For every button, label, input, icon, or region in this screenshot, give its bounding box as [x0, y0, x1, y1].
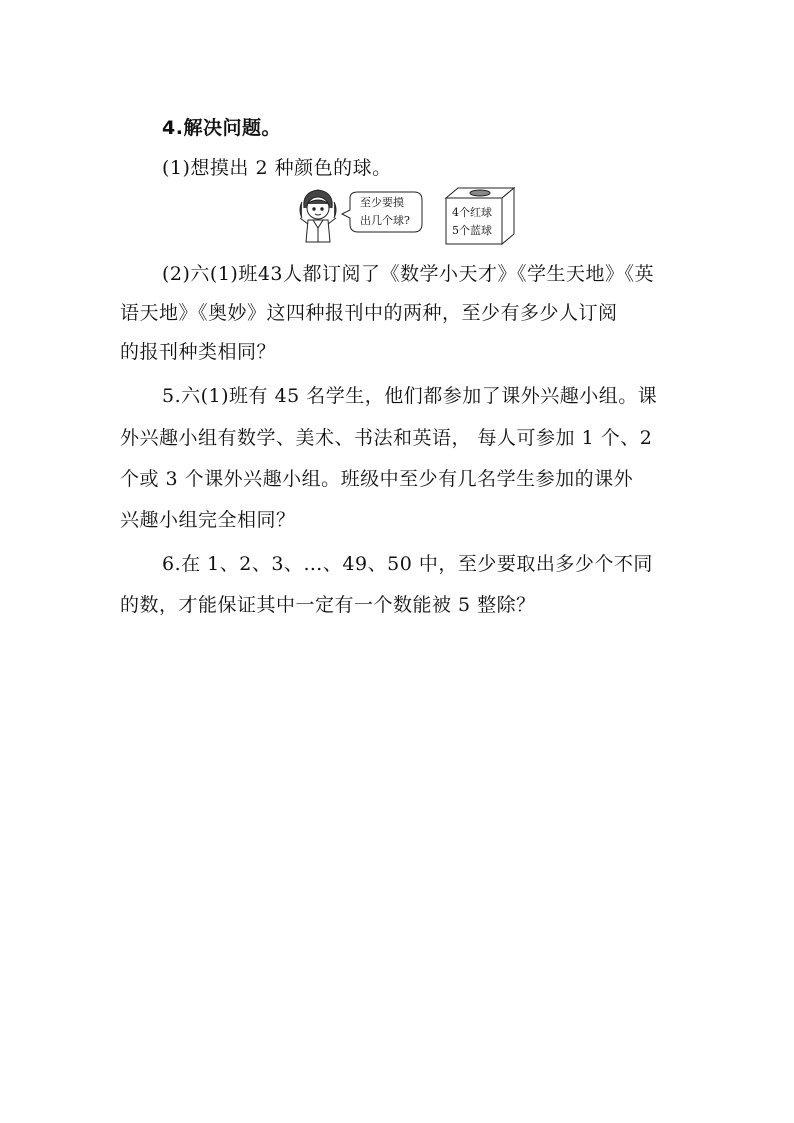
- problem-6-line2: 的数，才能保证其中一定有一个数能被 5 整除？: [120, 594, 536, 616]
- problem-5-line1: 5.六(1)班有 45 名学生，他们都参加了课外兴趣小组。课: [162, 385, 658, 407]
- speech-bubble-line1: 至少要摸: [360, 196, 404, 209]
- problem-5-line4: 兴趣小组完全相同？: [120, 509, 296, 531]
- problem-4-sub2-line3: 的报刊种类相同？: [120, 341, 277, 363]
- box-label-line2: 5个蓝球: [452, 224, 492, 237]
- problem-4-sub1: (1)想摸出 2 种颜色的球。: [162, 157, 392, 179]
- speech-bubble-line2: 出几个球?: [360, 214, 410, 227]
- problem-4-sub2-line2: 语天地》《奥妙》这四种报刊中的两种，至少有多少人订阅: [120, 302, 618, 324]
- problem-5-line3: 个或 3 个课外兴趣小组。班级中至少有几名学生参加的课外: [120, 468, 634, 490]
- problem-6-line1: 6.在 1、2、3、…、49、50 中，至少要取出多少个不同: [162, 553, 653, 575]
- box-label-line1: 4个红球: [452, 206, 492, 219]
- problem-4-heading: 4.解决问题。: [162, 117, 281, 139]
- problem-4-illustration: [296, 184, 516, 246]
- girl-icon: [300, 190, 336, 242]
- problem-5-line2: 外兴趣小组有数学、美术、书法和英语， 每人可参加 1 个、2: [120, 427, 653, 449]
- problem-4-sub2-line1: (2)六(1)班43人都订阅了《数学小天才》《学生天地》《英: [162, 263, 655, 285]
